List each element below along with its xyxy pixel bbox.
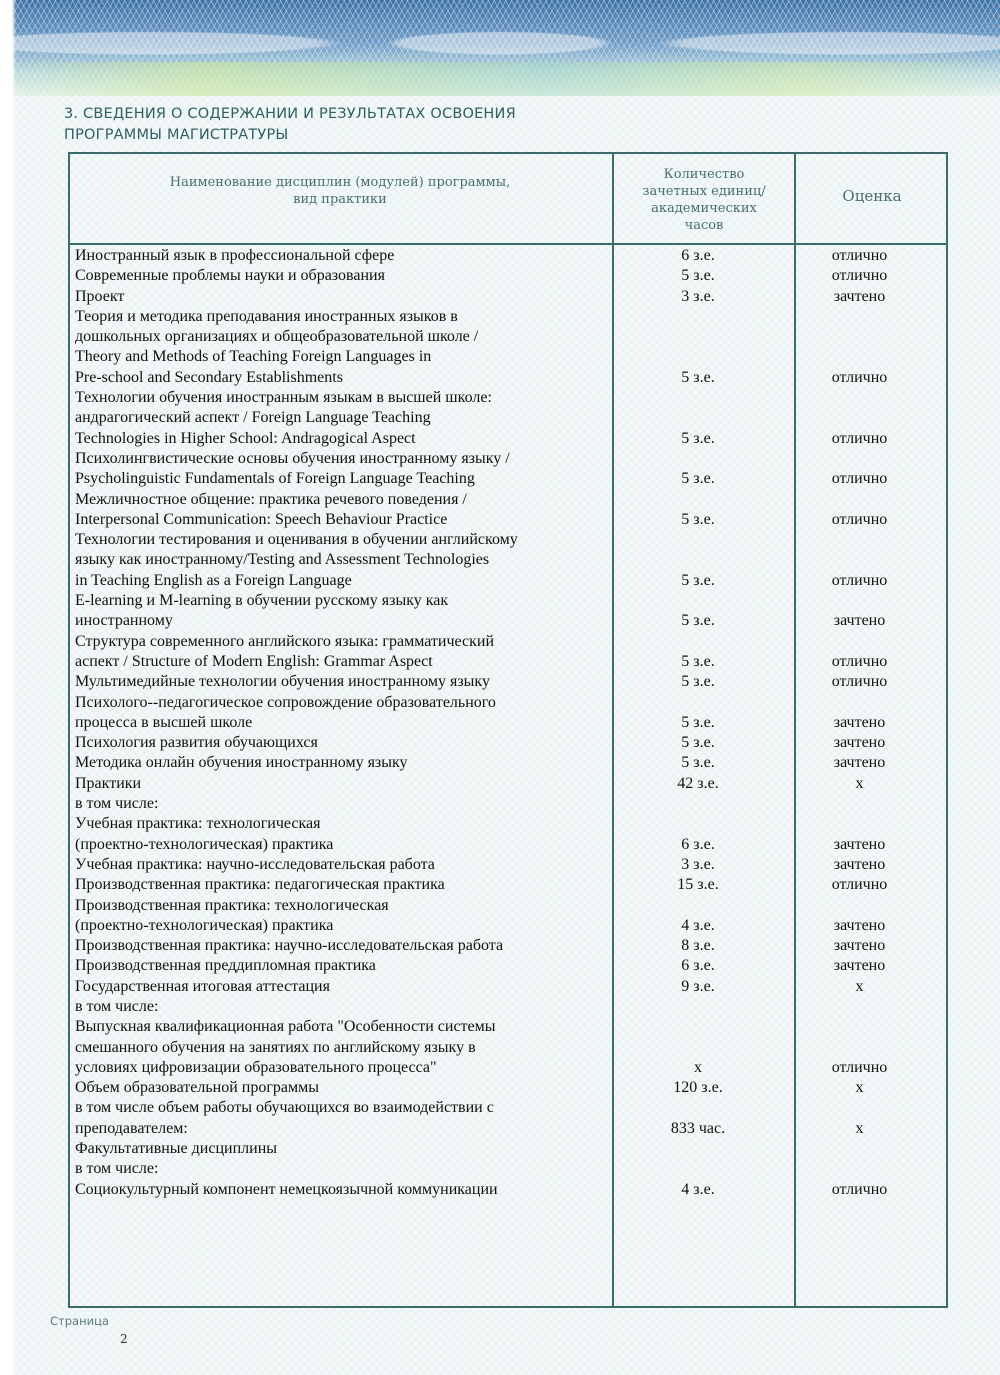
credits-cell: 6 з.е.	[681, 835, 715, 853]
credits-cell: 5 з.е.	[681, 734, 715, 752]
table-row	[75, 1017, 948, 1078]
table-row	[75, 977, 948, 997]
discipline-name-line: Учебная практика: научно-исследовательская работа	[75, 855, 435, 873]
discipline-name	[75, 693, 617, 734]
credits-cell: 5 з.е.	[681, 673, 715, 691]
credits-cell: 42 з.е.	[677, 774, 719, 792]
table-row	[75, 875, 948, 895]
header-qty-line4: часов	[684, 218, 724, 233]
table-border-bottom	[68, 1306, 948, 1308]
table-row	[75, 794, 948, 814]
table-border-top	[68, 152, 948, 154]
discipline-name-line: в том числе:	[75, 795, 159, 813]
grade-cell: зачтено	[833, 835, 886, 853]
grade-cell: зачтено	[833, 754, 886, 772]
table-row	[75, 1159, 948, 1179]
grade-cell: х	[855, 774, 864, 792]
credits-cell: 5 з.е.	[681, 368, 715, 386]
discipline-name-line: Производственная практика: научно-исследовательская работа	[75, 937, 504, 955]
credits-cell: 5 з.е.	[681, 429, 715, 447]
discipline-name-line: (проектно-технологическая) практика	[75, 835, 334, 853]
discipline-name	[75, 794, 617, 814]
credits-cell: х	[694, 1058, 702, 1076]
header-qty-line1: Количество	[663, 167, 745, 182]
table-row	[75, 1098, 948, 1139]
table-row	[75, 896, 948, 937]
discipline-name-line: аспект / Structure of Modern English: Grammar Aspect	[75, 652, 433, 670]
discipline-name	[75, 287, 617, 307]
discipline-name-line: в том числе:	[75, 1160, 159, 1178]
table-row	[75, 814, 948, 855]
table-row	[75, 449, 948, 490]
grade-cell: зачтено	[833, 855, 886, 873]
discipline-name-line: Социокультурный компонент немецкоязычной коммуникации	[75, 1180, 498, 1198]
discipline-name	[75, 997, 617, 1017]
scan-edge	[0, 0, 16, 1375]
table-body	[75, 246, 948, 1200]
discipline-name-line: Технологии тестирования и оценивания в обучении английскому	[75, 531, 518, 549]
table-row	[75, 774, 948, 794]
discipline-name-line: Иностранный язык в профессиональной сфере	[75, 247, 395, 264]
credits-cell: 6 з.е.	[681, 247, 715, 264]
discipline-name	[75, 1098, 617, 1139]
table-row	[75, 693, 948, 734]
grade-cell: отлично	[831, 652, 888, 670]
discipline-name-line: (проектно-технологическая) практика	[75, 916, 334, 934]
discipline-name	[75, 733, 617, 753]
discipline-name-line: Методика онлайн обучения иностранному языку	[75, 754, 408, 772]
grade-cell: зачтено	[833, 287, 886, 305]
discipline-name-line: Interpersonal Communication: Speech Behaviour Practice	[75, 510, 448, 528]
credits-cell: 833 час.	[670, 1119, 726, 1137]
credits-cell: 5 з.е.	[681, 470, 715, 488]
grade-cell: отлично	[831, 1058, 888, 1076]
table-row	[75, 246, 948, 266]
discipline-name-line: Выпускная квалификационная работа "Особенности системы	[75, 1018, 496, 1036]
grade-cell: х	[855, 1119, 864, 1137]
discipline-name-line: Мультимедийные технологии обучения иностранному языку	[75, 673, 490, 691]
table-border-left	[68, 152, 70, 1308]
discipline-name	[75, 449, 617, 490]
credits-cell: 5 з.е.	[681, 510, 715, 528]
discipline-name-line: Межличностное общение: практика речевого поведения /	[75, 490, 467, 508]
discipline-name-line: Технологии обучения иностранным языкам в высшей школе:	[75, 389, 492, 407]
discipline-name-line: in Teaching English as a Foreign Language	[75, 571, 352, 589]
table-row	[75, 266, 948, 286]
discipline-name	[75, 1159, 617, 1179]
discipline-name	[75, 672, 617, 692]
grade-cell: х	[855, 1079, 864, 1097]
grade-cell: отлично	[831, 510, 888, 528]
header-credits	[614, 166, 794, 234]
credits-cell: 4 з.е.	[681, 1180, 715, 1198]
discipline-name	[75, 591, 617, 632]
header-qty-line3: академических	[651, 201, 757, 216]
credits-cell: 5 з.е.	[681, 571, 715, 589]
discipline-name-line: языку как иностранному/Testing and Assessment Technologies	[75, 551, 490, 569]
discipline-name-line: Психолого--педагогическое сопровождение образовательного	[75, 693, 496, 711]
discipline-name-line: E-learning и M-learning в обучении русскому языку как	[75, 592, 449, 610]
discipline-name-line: Учебная практика: технологическая	[75, 815, 321, 833]
discipline-name-line: Объем образовательной программы	[75, 1079, 320, 1097]
discipline-name-line: Theory and Methods of Teaching Foreign Languages in	[75, 348, 432, 366]
discipline-name	[75, 814, 617, 855]
credits-cell: 3 з.е.	[681, 287, 715, 305]
table-row	[75, 591, 948, 632]
discipline-name	[75, 632, 617, 673]
discipline-name-line: Проект	[75, 287, 125, 305]
section-title-line2: ПРОГРАММЫ МАГИСТРАТУРЫ	[64, 127, 289, 143]
discipline-name-line: Psycholinguistic Fundamentals of Foreign Language Teaching	[75, 470, 475, 488]
credits-cell: 5 з.е.	[681, 754, 715, 772]
page-number: 2	[120, 1332, 128, 1346]
discipline-name-line: Pre-school and Secondary Establishments	[75, 368, 343, 386]
table-row	[75, 307, 948, 388]
section-title-line1: 3. СВЕДЕНИЯ О СОДЕРЖАНИИ И РЕЗУЛЬТАТАХ ОСВОЕНИЯ	[64, 106, 516, 122]
discipline-name	[75, 855, 617, 875]
grade-cell: отлично	[831, 673, 888, 691]
table-row	[75, 855, 948, 875]
header-qty-line2: зачетных единиц/	[642, 184, 766, 199]
discipline-name	[75, 1078, 617, 1098]
grade-cell: отлично	[831, 1180, 888, 1198]
credits-cell: 5 з.е.	[681, 652, 715, 670]
discipline-name-line: Психология развития обучающихся	[75, 734, 318, 752]
discipline-name-line: Психолингвистические основы обучения иностранному языку /	[75, 449, 510, 467]
credits-cell: 6 з.е.	[681, 957, 715, 975]
table-row	[75, 490, 948, 531]
credits-cell: 120 з.е.	[673, 1079, 723, 1097]
table-row	[75, 1139, 948, 1159]
discipline-name	[75, 1180, 617, 1200]
discipline-name-line: Производственная практика: педагогическая практика	[75, 876, 445, 894]
discipline-name	[75, 1017, 617, 1078]
grade-cell: зачтено	[833, 916, 886, 934]
table-row	[75, 1078, 948, 1098]
discipline-name-line: андрагогический аспект / Foreign Language Teaching	[75, 409, 431, 427]
header-discipline-name	[68, 174, 612, 208]
discipline-name-line: Современные проблемы науки и образования	[75, 267, 385, 285]
discipline-name-line: процесса в высшей школе	[75, 713, 253, 731]
credits-cell: 3 з.е.	[681, 855, 715, 873]
page-label: Страница	[50, 1314, 109, 1328]
header-name-line1: Наименование дисциплин (модулей) программы,	[169, 175, 511, 190]
discipline-name	[75, 246, 617, 266]
credits-cell: 5 з.е.	[681, 267, 715, 285]
table-row	[75, 1180, 948, 1200]
credits-cell: 9 з.е.	[681, 977, 715, 995]
header-name-line2: вид практики	[293, 192, 387, 207]
discipline-name-line: преподавателем:	[75, 1119, 188, 1137]
grade-cell: отлично	[831, 429, 888, 447]
discipline-name	[75, 530, 617, 591]
discipline-name	[75, 490, 617, 531]
discipline-name-line: Государственная итоговая аттестация	[75, 977, 330, 995]
credits-cell: 8 з.е.	[681, 937, 715, 955]
discipline-name-line: Производственная практика: технологическая	[75, 896, 389, 914]
table-row	[75, 672, 948, 692]
table-header-divider	[68, 243, 948, 245]
section-title	[64, 104, 624, 146]
discipline-name-line: Производственная преддипломная практика	[75, 957, 376, 975]
grade-cell: отлично	[831, 470, 888, 488]
credits-cell: 15 з.е.	[677, 876, 719, 894]
grade-cell: зачтено	[833, 734, 886, 752]
discipline-name-line: Структура современного английского языка: грамматический	[75, 632, 495, 650]
discipline-name	[75, 977, 617, 997]
grade-cell: зачтено	[833, 937, 886, 955]
table-row	[75, 530, 948, 591]
table-row	[75, 956, 948, 976]
discipline-name-line: Практики	[75, 774, 142, 792]
grade-cell: отлично	[831, 876, 888, 894]
grade-cell: зачтено	[833, 713, 886, 731]
discipline-name-line: Теория и методика преподавания иностранных языков в	[75, 307, 458, 325]
discipline-name	[75, 896, 617, 937]
header-grade: Оценка	[842, 187, 902, 205]
discipline-name	[75, 956, 617, 976]
discipline-name	[75, 1139, 617, 1159]
discipline-name-line: смешанного обучения на занятиях по английскому языку в	[75, 1038, 476, 1056]
table-row	[75, 936, 948, 956]
table-row	[75, 753, 948, 773]
discipline-name	[75, 774, 617, 794]
table-row	[75, 287, 948, 307]
discipline-name-line: иностранному	[75, 612, 173, 630]
table-row	[75, 997, 948, 1017]
credits-cell: 4 з.е.	[681, 916, 715, 934]
banner-gradient-strip	[0, 62, 1000, 96]
grade-cell: отлично	[831, 571, 888, 589]
table-row	[75, 388, 948, 449]
table-row	[75, 632, 948, 673]
grade-cell: отлично	[831, 247, 888, 264]
discipline-name	[75, 753, 617, 773]
grade-cell: х	[855, 977, 864, 995]
discipline-name-line: в том числе объем работы обучающихся во взаимодействии с	[75, 1099, 494, 1117]
grade-cell: отлично	[831, 368, 888, 386]
credits-cell: 5 з.е.	[681, 612, 715, 630]
table-row	[75, 733, 948, 753]
credits-cell: 5 з.е.	[681, 713, 715, 731]
discipline-name-line: Факультативные дисциплины	[75, 1140, 278, 1158]
discipline-name	[75, 388, 617, 449]
grade-cell: зачтено	[833, 957, 886, 975]
discipline-name	[75, 875, 617, 895]
discipline-name	[75, 266, 617, 286]
grade-cell: отлично	[831, 267, 888, 285]
discipline-name-line: в том числе:	[75, 997, 159, 1015]
discipline-name-line: дошкольных организациях и общеобразовательной школе /	[75, 328, 479, 346]
grade-cell: зачтено	[833, 612, 886, 630]
discipline-name	[75, 307, 617, 388]
discipline-name	[75, 936, 617, 956]
discipline-name-line: Technologies in Higher School: Andragogical Aspect	[75, 429, 416, 447]
discipline-name-line: условиях цифровизации образовательного процесса"	[75, 1058, 437, 1076]
